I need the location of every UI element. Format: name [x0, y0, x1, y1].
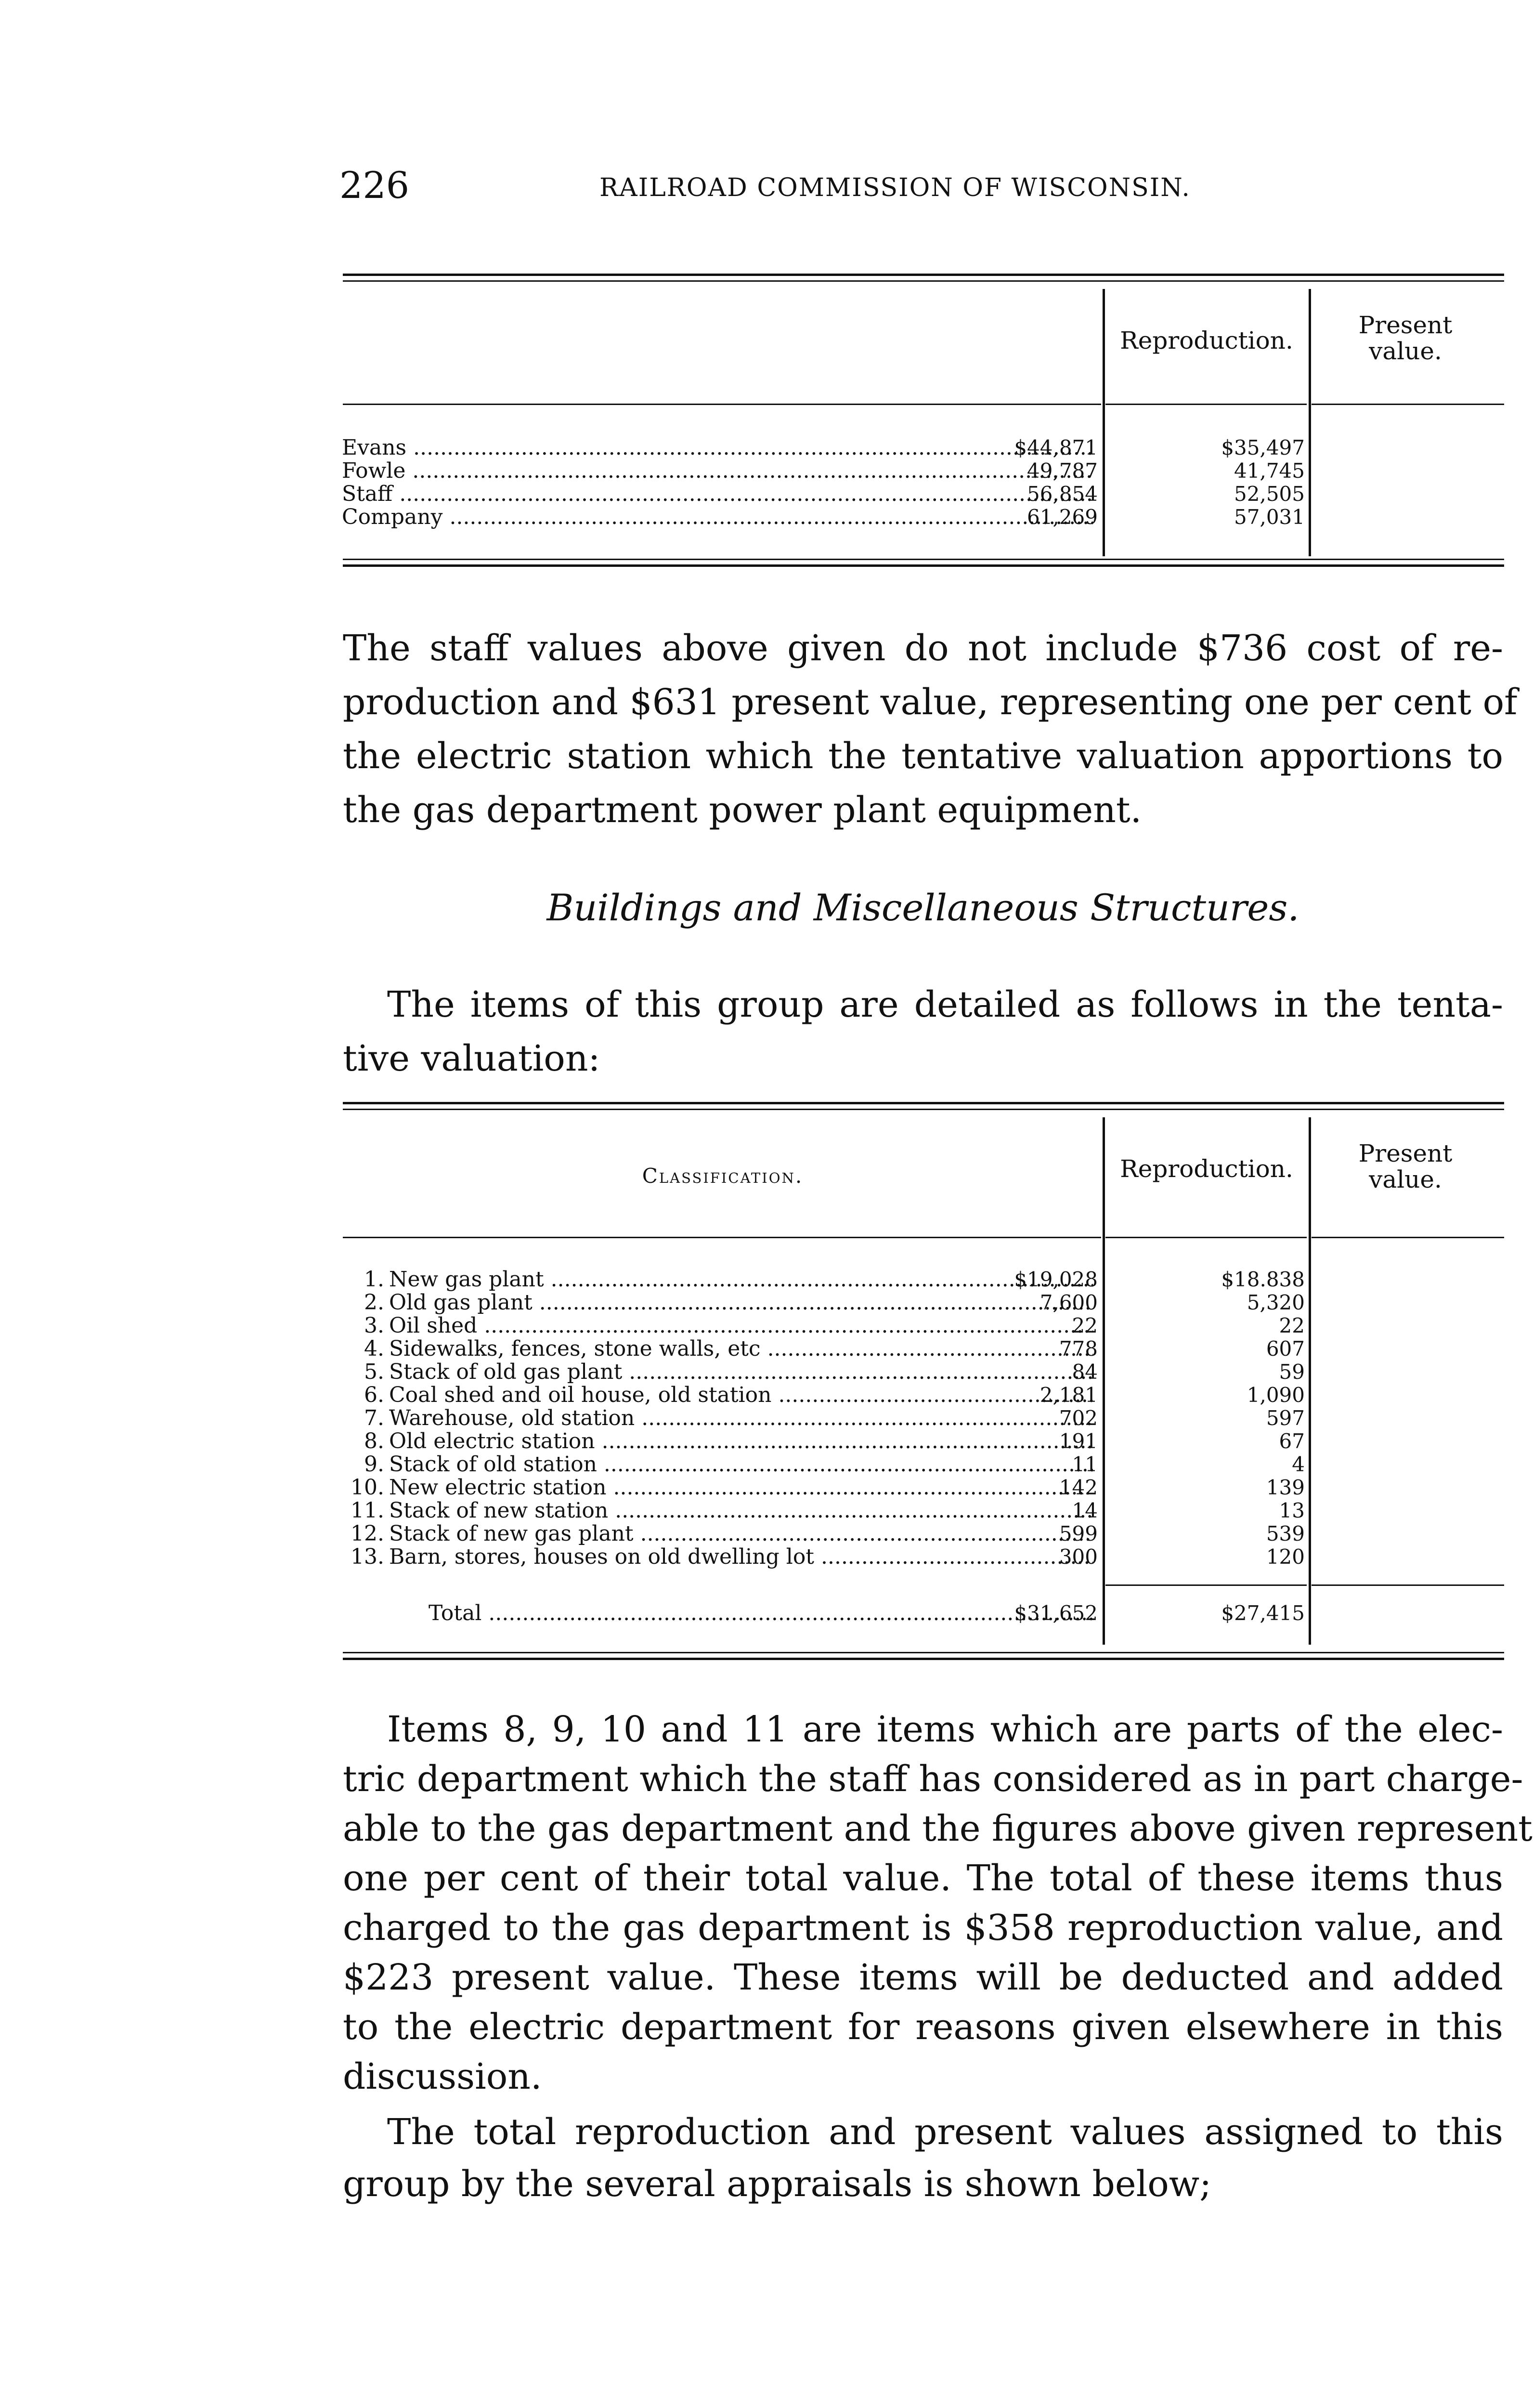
table2-bottom-rule — [343, 1652, 1504, 1653]
table-row — [342, 1268, 1497, 1292]
table1-col-reproduction: Reproduction. — [1120, 327, 1293, 354]
row-present-value: 59 — [1279, 1360, 1305, 1384]
text-line: The total reproduction and present values assigned to this — [387, 2111, 1503, 2153]
table2-col-reproduction: Reproduction. — [1120, 1155, 1293, 1183]
paragraph-staff-values — [343, 621, 1518, 837]
row-present-value: 22 — [1279, 1314, 1305, 1337]
table-row — [342, 505, 1497, 529]
total-reproduction: $31,652 — [1014, 1601, 1098, 1625]
table2-head-rule-a — [343, 1237, 1101, 1238]
row-index: 12. — [351, 1522, 384, 1546]
row-label: Staff ..... — [342, 482, 1093, 506]
row-reproduction: 599 — [1059, 1522, 1098, 1545]
row-index: 8. — [364, 1429, 384, 1453]
row-reproduction: 49,787 — [1027, 459, 1098, 483]
total-label-text: Total — [429, 1601, 482, 1625]
row-label: Company ..... — [342, 505, 1093, 529]
table2-total-rule-a — [1105, 1584, 1307, 1586]
row-reproduction: 7,600 — [1039, 1291, 1098, 1314]
text-line: to the electric department for reasons given elsewhere in this — [343, 2006, 1503, 2048]
row-reproduction: 2,181 — [1039, 1383, 1098, 1407]
row-present-value: 4 — [1292, 1453, 1305, 1476]
row-present-value: 1,090 — [1247, 1383, 1305, 1407]
row-reproduction: 142 — [1059, 1476, 1098, 1499]
text-line: the electric station which the tentative valuation apportions to — [343, 735, 1503, 777]
row-index: 2. — [364, 1291, 384, 1315]
row-label-text: Barn, stores, houses on old dwelling lot — [389, 1545, 814, 1569]
table-row — [342, 482, 1497, 506]
page-number: 226 — [339, 164, 410, 207]
row-present-value: $35,497 — [1221, 436, 1305, 459]
row-present-value: 607 — [1266, 1337, 1305, 1361]
row-present-value: 52,505 — [1234, 482, 1305, 506]
row-index: 1. — [364, 1268, 384, 1292]
text-line: discussion. — [343, 2056, 542, 2097]
row-label-text: Sidewalks, fences, stone walls, etc — [389, 1337, 761, 1361]
row-label-text: Oil shed — [389, 1314, 478, 1338]
row-label-text: Stack of new station — [389, 1499, 609, 1523]
text-line: the gas department power plant equipment. — [343, 789, 1142, 831]
table-row — [342, 1453, 1497, 1477]
row-label-text: Old electric station — [389, 1429, 595, 1453]
row-reproduction: 14 — [1072, 1499, 1098, 1522]
row-reproduction: $44,871 — [1014, 436, 1098, 459]
row-label-text: Stack of old gas plant — [389, 1360, 623, 1384]
row-reproduction: 300 — [1059, 1545, 1098, 1569]
table-row — [342, 1429, 1497, 1453]
text-line: The items of this group are detailed as follows in the tenta- — [387, 984, 1503, 1025]
row-label-text: Stack of new gas plant — [389, 1522, 634, 1546]
text-line: tive valuation: — [343, 1038, 600, 1079]
text-line: $223 present value. These items will be deducted and added — [343, 1957, 1503, 1998]
table-row — [342, 1499, 1497, 1523]
table-row — [342, 1522, 1497, 1546]
section-title: Buildings and Miscellaneous Structures. — [546, 886, 1299, 929]
row-reproduction: 22 — [1072, 1314, 1098, 1337]
text-line: charged to the gas department is $358 reproduction value, and — [343, 1907, 1503, 1949]
row-reproduction: 11 — [1072, 1453, 1098, 1476]
text-line: The staff values above given do not include $736 cost of re- — [343, 628, 1503, 669]
table-total-row — [342, 1601, 1497, 1625]
table2-col-present-value: Present value. — [1358, 1139, 1453, 1193]
paragraph-total-values — [343, 2106, 1503, 2210]
row-reproduction: $19,028 — [1014, 1268, 1098, 1291]
row-present-value: 120 — [1266, 1545, 1305, 1569]
total-present-value: $27,415 — [1221, 1601, 1305, 1625]
row-reproduction: 56,854 — [1027, 482, 1098, 506]
table1-head-rule-c — [1312, 404, 1504, 405]
row-present-value: 597 — [1266, 1406, 1305, 1430]
text-line: tric department which the staff has considered as in part charge- — [343, 1758, 1523, 1800]
table2-total-rule-b — [1312, 1584, 1504, 1586]
row-index: 6. — [364, 1383, 384, 1407]
table-row — [342, 1406, 1497, 1430]
row-index: 10. — [351, 1476, 384, 1500]
table-row — [342, 1291, 1497, 1315]
table2-head-rule-b — [1105, 1237, 1307, 1238]
text-line: production and $631 present value, representing one per cent of — [343, 681, 1518, 723]
table1-top-rule — [343, 274, 1504, 276]
table-row — [342, 1383, 1497, 1407]
table-row — [342, 1360, 1497, 1384]
table1-bottom-rule — [343, 559, 1504, 560]
table2-top-rule — [343, 1102, 1504, 1104]
row-present-value: 13 — [1279, 1499, 1305, 1522]
row-present-value: 41,745 — [1234, 459, 1305, 483]
table-row — [342, 459, 1497, 483]
text-line: one per cent of their total value. The total of these items thus — [343, 1858, 1503, 1899]
running-title: RAILROAD COMMISSION OF WISCONSIN. — [599, 173, 1191, 202]
table-row — [342, 1545, 1497, 1569]
row-label-text: New gas plant — [389, 1268, 544, 1292]
row-label-text: Old gas plant — [389, 1291, 533, 1315]
table1-head-rule-a — [343, 404, 1101, 405]
table-row — [342, 436, 1497, 460]
page-header — [339, 164, 1505, 212]
row-reproduction: 84 — [1072, 1360, 1098, 1384]
text-line: able to the gas department and the figures above given represent — [343, 1808, 1533, 1849]
row-label-text: Coal shed and oil house, old station — [389, 1383, 772, 1407]
row-label: Fowle ..... — [342, 459, 1093, 483]
table2-col-classification: Classification. — [642, 1164, 804, 1188]
row-label-text: Warehouse, old station — [389, 1406, 635, 1430]
table-row — [342, 1314, 1497, 1338]
table1-col-present-value: Present value. — [1358, 311, 1453, 365]
table-row — [342, 1476, 1497, 1500]
row-reproduction: 61,269 — [1027, 505, 1098, 529]
table2-head-rule-c — [1312, 1237, 1504, 1238]
row-present-value: 139 — [1266, 1476, 1305, 1499]
row-index: 9. — [364, 1453, 384, 1477]
row-label-text: New electric station — [389, 1476, 607, 1500]
row-index: 3. — [364, 1314, 384, 1338]
row-index: 4. — [364, 1337, 384, 1361]
table2-top-rule-2 — [343, 1109, 1504, 1110]
table2-bottom-rule-2 — [343, 1658, 1504, 1660]
paragraph-items-intro — [343, 978, 1503, 1086]
row-present-value: $18.838 — [1221, 1268, 1305, 1291]
row-present-value: 5,320 — [1247, 1291, 1305, 1314]
text-line: Items 8, 9, 10 and 11 are items which are parts of the elec- — [387, 1709, 1503, 1750]
row-index: 5. — [364, 1360, 384, 1384]
row-present-value: 67 — [1279, 1429, 1305, 1453]
table1-top-rule-2 — [343, 280, 1504, 282]
row-label: Evans ..... — [342, 436, 1093, 460]
row-reproduction: 702 — [1059, 1406, 1098, 1430]
row-index: 13. — [351, 1545, 384, 1569]
row-present-value: 539 — [1266, 1522, 1305, 1545]
table1-head-rule-b — [1105, 404, 1307, 405]
row-present-value: 57,031 — [1234, 505, 1305, 529]
row-reproduction: 778 — [1059, 1337, 1098, 1361]
text-line: group by the several appraisals is shown below; — [343, 2163, 1212, 2205]
table-row — [342, 1337, 1497, 1361]
table1-bottom-rule-2 — [343, 564, 1504, 567]
row-label-text: Stack of old station — [389, 1453, 597, 1477]
paragraph-items-8-11 — [343, 1705, 1533, 2102]
row-reproduction: 191 — [1059, 1429, 1098, 1453]
row-index: 11. — [351, 1499, 384, 1523]
row-index: 7. — [364, 1406, 384, 1430]
